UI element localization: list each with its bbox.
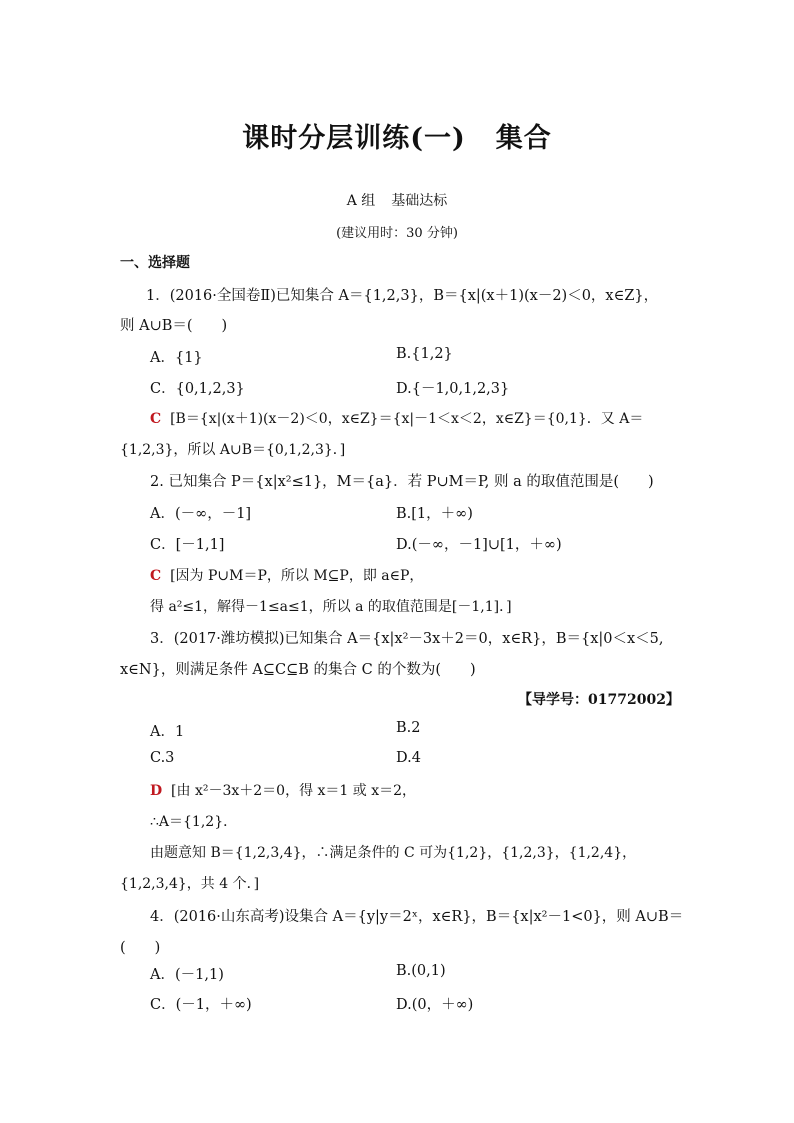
q2-explanation-line1: [因为 P∪M＝P，所以 M⊆P，即 a∈P， (170, 568, 424, 584)
time-note: (建议用时：30 分钟) (336, 226, 458, 241)
q2-option-d: D.(－∞，－1]∪[1，＋∞) (396, 537, 562, 553)
title-topic: 集合 (495, 123, 552, 154)
q1-option-a: A．{1} (150, 350, 203, 366)
q4-option-c: C．(－1，＋∞) (150, 997, 252, 1013)
q3-option-c: C.3 (150, 750, 175, 766)
q1-answer-letter: C (150, 411, 162, 427)
q1-explanation-line1: [B＝{x|(x＋1)(x－2)＜0，x∈Z}＝{x|－1＜x＜2，x∈Z}＝{0,1}．又 A＝ (170, 411, 644, 427)
q3-guide-number: 【导学号：01772002】 (518, 692, 680, 708)
q4-stem-line1: 4．(2016·山东高考)设集合 A＝{y|y＝2ˣ，x∈R}，B＝{x|x²－1<0}，则 A∪B＝ (150, 909, 684, 925)
q2-explanation-line2: 得 a²≤1，解得－1≤a≤1，所以 a 的取值范围是[－1,1]．] (150, 599, 512, 615)
q4-stem-line2: ( ) (120, 940, 161, 956)
section-heading: 一、选择题 (120, 255, 190, 271)
q3-option-a: A．1 (150, 724, 185, 740)
q3-answer-letter: D (150, 783, 163, 799)
q4-option-a: A．(－1,1) (150, 967, 224, 983)
q2-stem-line1: 2. 已知集合 P＝{x|x²≤1}，M＝{a}．若 P∪M＝P, 则 a 的取值范围是( ) (150, 474, 654, 490)
q4-option-b: B.(0,1) (396, 963, 446, 979)
page-title (0, 116, 794, 155)
q1-option-c: C．{0,1,2,3} (150, 381, 245, 397)
q2-answer-letter: C (150, 568, 162, 584)
q1-stem-line2: 则 A∪B＝( ) (120, 318, 228, 334)
q3-explanation-line3: 由题意知 B＝{1,2,3,4}，∴满足条件的 C 可为{1,2}，{1,2,3}，{1,2,4}， (150, 845, 637, 861)
q3-option-b: B.2 (396, 720, 421, 736)
q3-option-d: D.4 (396, 750, 421, 766)
q2-option-c: C．[－1,1] (150, 537, 225, 553)
q2-option-b: B.[1，＋∞) (396, 506, 473, 522)
q1-stem-line1: 1．(2016·全国卷Ⅱ)已知集合 A＝{1,2,3}，B＝{x|(x＋1)(x－2)＜0，x∈Z}， (146, 288, 659, 304)
q2-option-a: A．(－∞，－1] (150, 506, 252, 522)
q3-explanation-line2: ∴A＝{1,2}． (150, 814, 238, 830)
q3-explanation-line1: [由 x²－3x＋2＝0，得 x＝1 或 x＝2， (171, 783, 417, 799)
q4-option-d: D.(0，＋∞) (396, 997, 474, 1013)
group-name: A 组 (346, 193, 376, 209)
q3-stem-line1: 3．(2017·潍坊模拟)已知集合 A＝{x|x²－3x＋2＝0，x∈R}，B＝{x|0＜x＜5, (150, 631, 664, 647)
q1-option-b: B.{1,2} (396, 346, 453, 362)
q3-stem-line2: x∈N}，则满足条件 A⊆C⊆B 的集合 C 的个数为( ) (120, 662, 476, 678)
title-main: 课时分层训练(一) (242, 123, 466, 154)
group-label: 基础达标 (391, 193, 448, 209)
q1-explanation-line2: {1,2,3}，所以 A∪B＝{0,1,2,3}．] (120, 442, 346, 458)
q3-explanation-line4: {1,2,3,4}，共 4 个．] (120, 876, 260, 892)
q1-option-d: D.{－1,0,1,2,3} (396, 381, 510, 397)
group-heading (0, 190, 794, 210)
